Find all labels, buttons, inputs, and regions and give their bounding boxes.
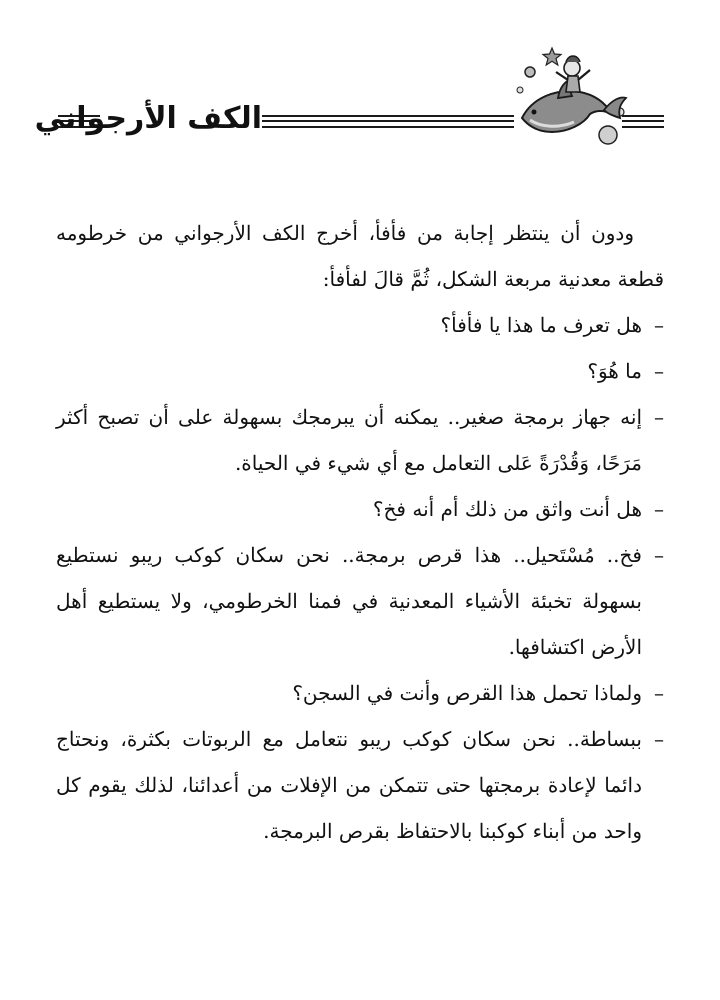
dialog-dash: – (654, 497, 664, 521)
intro-paragraph: ودون أن ينتظر إجابة من فأفأ، أخرج الكف الأرجواني من خرطومه قطعة معدنية مربعة الشكل، ثُمَّ قالَ لفأفأ: (56, 221, 664, 291)
dialog-line (56, 302, 664, 348)
dialog-dash: – (654, 543, 664, 567)
dialog-text: فخ.. مُسْتَحيل.. هذا قرص برمجة.. نحن سكان كوكب ريبو نستطيع بسهولة تخبئة الأشياء المعدنية في فمنا الخرطومي، ولا يستطيع أهل الأرض اكتشافها. (56, 543, 642, 659)
dialog-text: ولماذا تحمل هذا القرص وأنت في السجن؟ (292, 681, 642, 705)
dialog-line (56, 532, 664, 670)
dialog-line (56, 486, 664, 532)
dialog-dash: – (654, 313, 664, 337)
dialog-text: ما هُوَ؟ (587, 359, 642, 383)
story-text (56, 210, 664, 854)
dialog-line (56, 670, 664, 716)
dialog-text: هل أنت واثق من ذلك أم أنه فخ؟ (372, 497, 642, 521)
dialog-text: إنه جهاز برمجة صغير.. يمكنه أن يبرمجك بسهولة على أن تصبح أكثر مَرَحًا، وَقُدْرَةً عَلى التعامل مع أي شيء في الحياة. (56, 405, 642, 475)
dialog-dash: – (654, 681, 664, 705)
header-rule-middle (262, 115, 514, 128)
dialog-line (56, 716, 664, 854)
dialog-dash: – (654, 727, 664, 751)
dolphin-with-rider-icon (508, 40, 628, 152)
dialog-text: ببساطة.. نحن سكان كوكب ريبو نتعامل مع الربوتات بكثرة، ونحتاج دائما لإعادة برمجتها حتى تتمكن من الإفلات من أعدائنا، لذلك يقوم كل واحد من أبناء كوكبنا بالاحتفاظ بقرص البرمجة. (56, 727, 642, 843)
dialog-text: هل تعرف ما هذا يا فأفأ؟ (440, 313, 642, 337)
page-header (0, 40, 720, 160)
dialog-line (56, 394, 664, 486)
dialog-line (56, 348, 664, 394)
dialog-dash: – (654, 359, 664, 383)
chapter-title: الكف الأرجواني (34, 101, 262, 136)
header-rule-right (622, 115, 664, 128)
dialog-dash: – (654, 405, 664, 429)
